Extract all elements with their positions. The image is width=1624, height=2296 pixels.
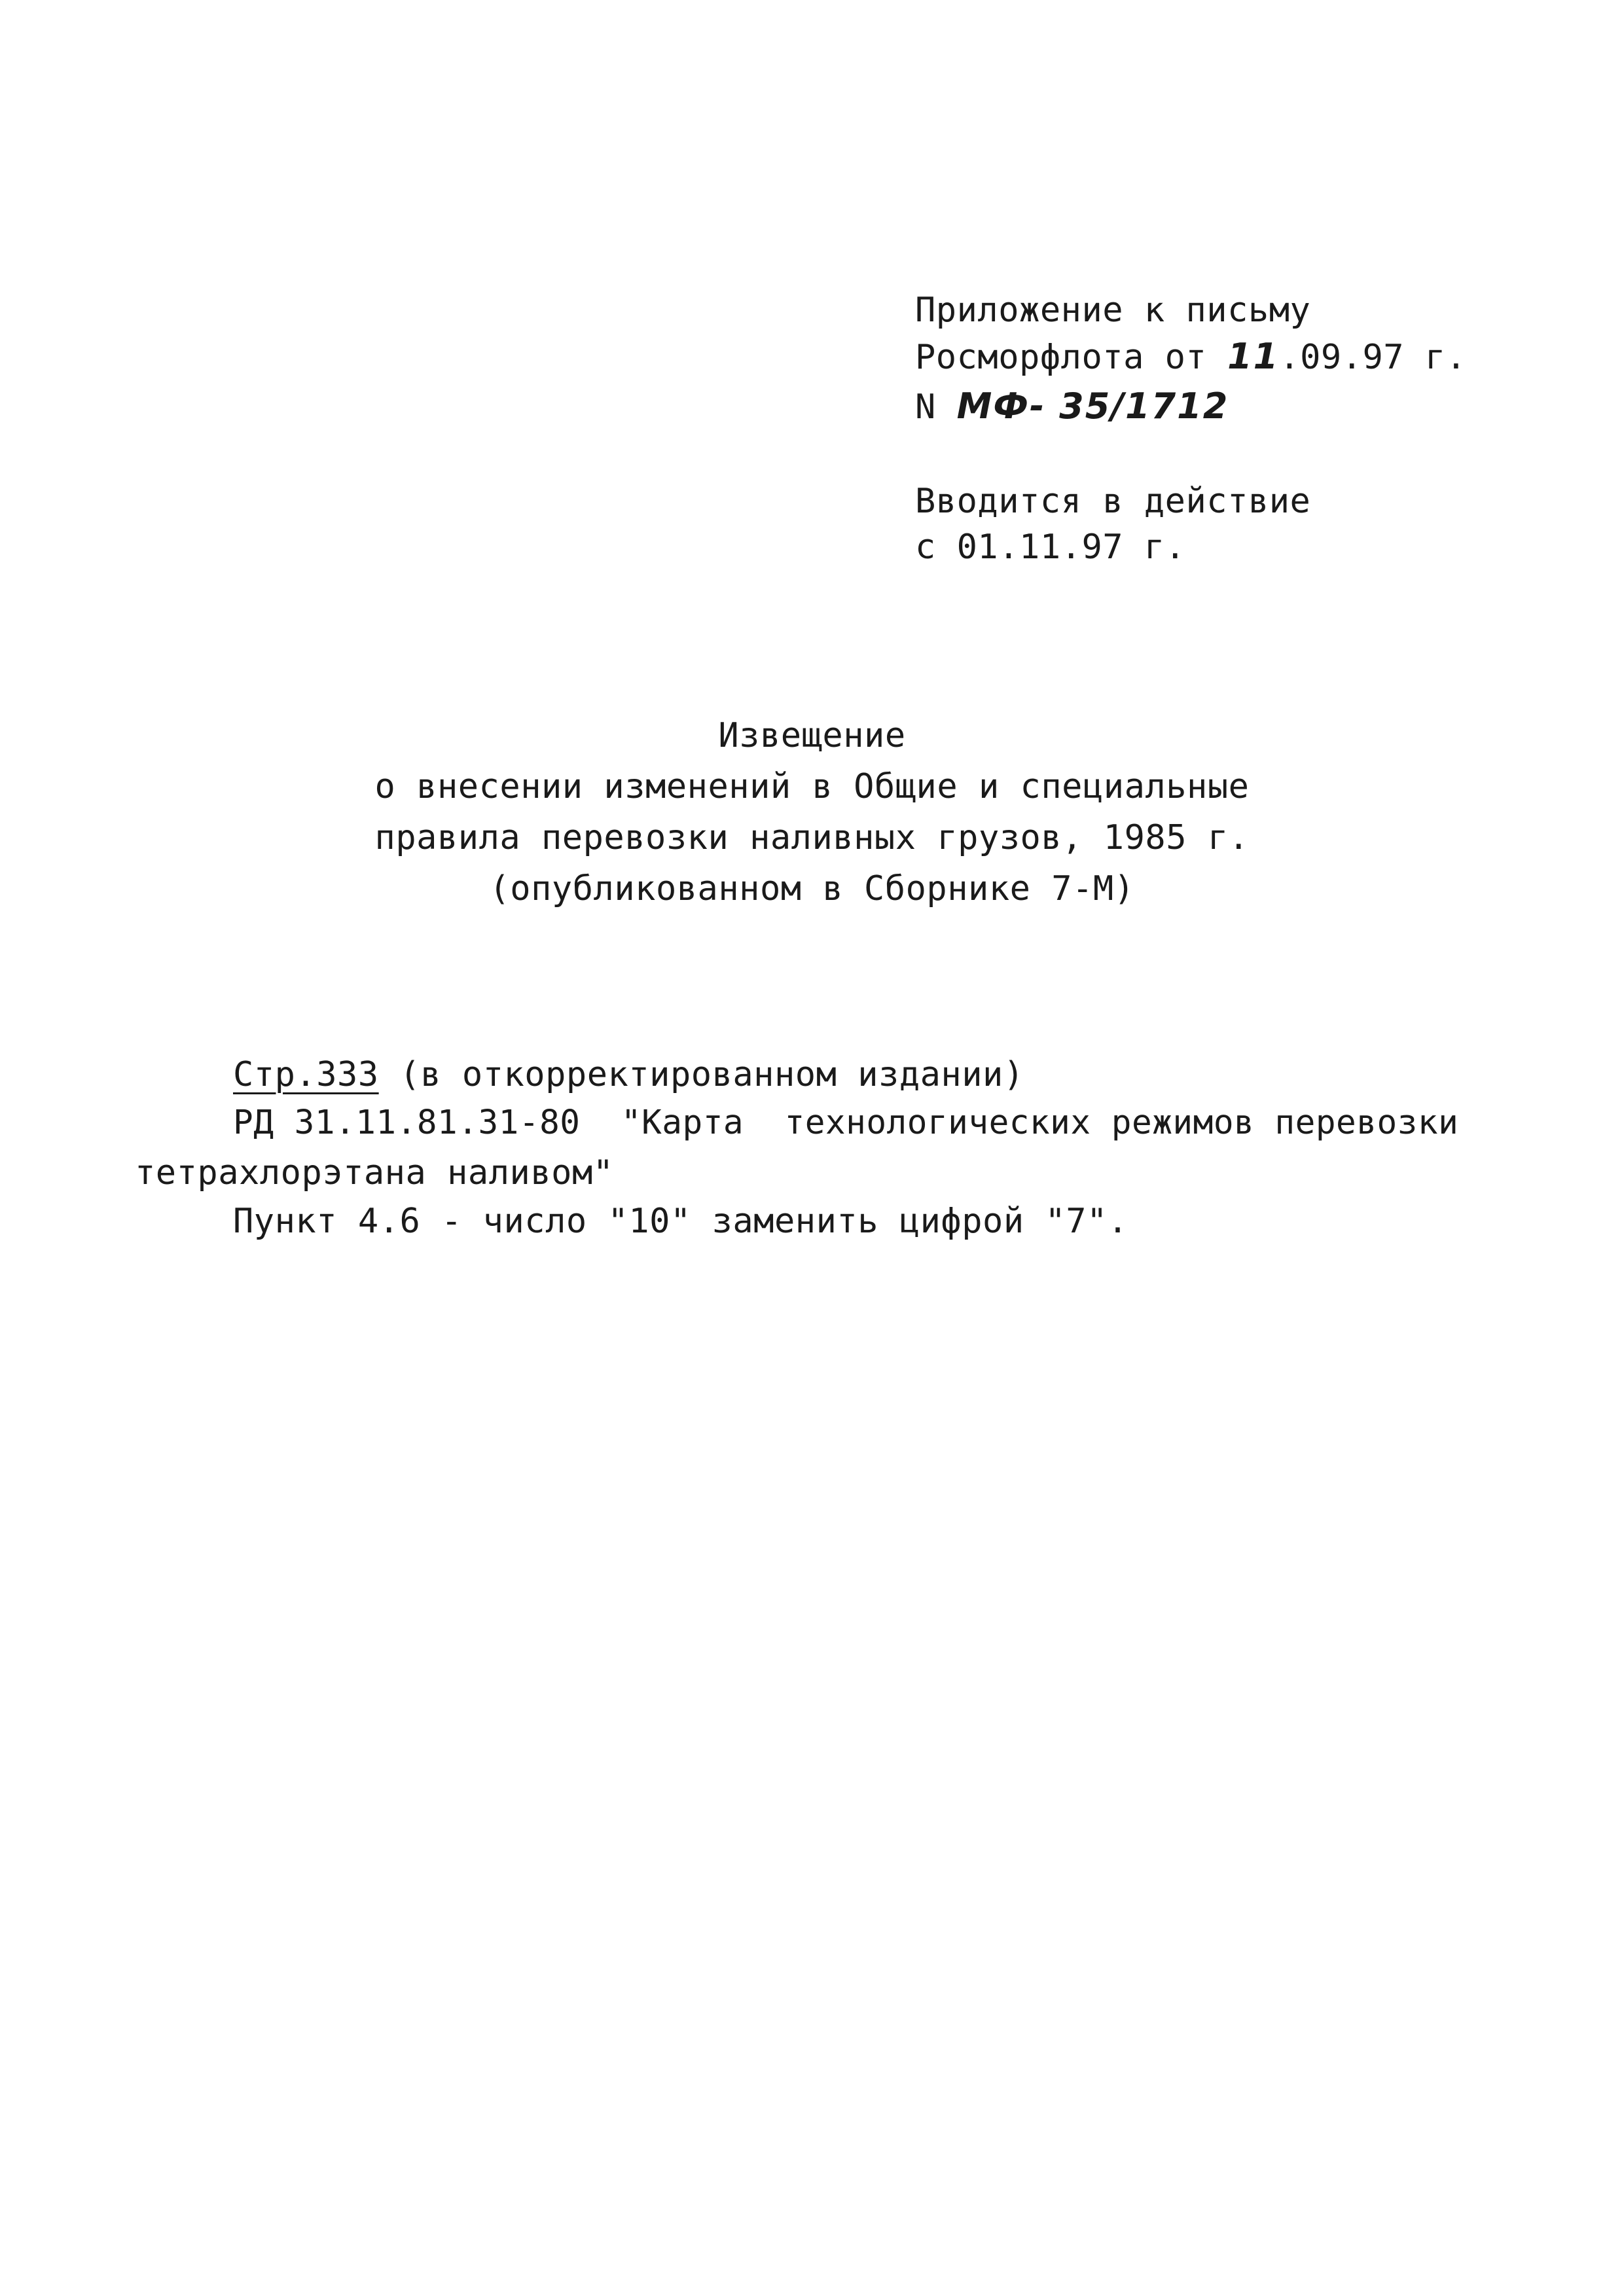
- effective-line-2: с 01.11.97 г.: [915, 528, 1186, 567]
- header-line-2: [915, 336, 1467, 377]
- page-reference: Стр.333: [233, 1055, 379, 1094]
- page-reference-line: [233, 1055, 1024, 1094]
- header-line-2-prefix: Росморфлота от: [915, 338, 1228, 377]
- header-line-3: [915, 386, 1229, 427]
- handwritten-day: 11: [1227, 336, 1280, 377]
- header-line-1: Приложение к письму: [915, 291, 1311, 330]
- rd-reference-continuation: тетрахлорэтана наливом": [135, 1153, 614, 1193]
- header-line-2-suffix: .09.97 г.: [1279, 338, 1467, 377]
- change-instruction: Пункт 4.6 - число "10" заменить цифрой "7".: [233, 1202, 1128, 1241]
- notice-subtitle-1: о внесении изменений в Общие и специальные: [374, 767, 1250, 806]
- notice-subtitle-2: правила перевозки наливных грузов, 1985 г.: [374, 818, 1250, 857]
- notice-subtitle-3: (опубликованном в Сборнике 7-М): [489, 869, 1135, 908]
- notice-title: Извещение: [718, 716, 906, 755]
- handwritten-letter-number: МФ- 35/1712: [956, 386, 1229, 427]
- effective-line-1: Вводится в действие: [915, 482, 1311, 521]
- rd-reference-line: РД 31.11.81.31-80 "Карта технологических режимов перевозки: [233, 1103, 1459, 1142]
- header-line-3-prefix: N: [915, 387, 957, 427]
- page-reference-note: (в откорректированном издании): [378, 1055, 1024, 1094]
